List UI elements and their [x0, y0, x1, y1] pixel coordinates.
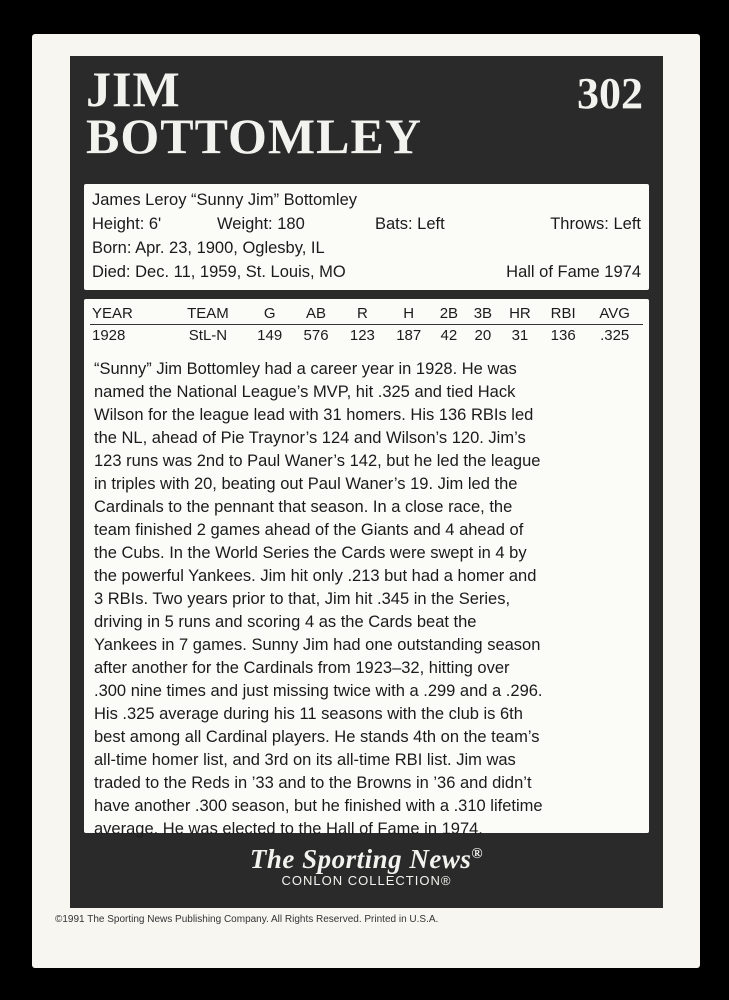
stats-header: AVG: [586, 303, 643, 325]
stats-cell: .325: [600, 327, 630, 344]
stats-cell: 149: [257, 327, 283, 344]
bats: Bats: Left: [375, 215, 445, 233]
story-line: 3 RBIs. Two years prior to that, Jim hit .345 in the Series,: [94, 590, 511, 608]
collection-text: CONLON COLLECTION: [281, 873, 441, 888]
hall-of-fame: Hall of Fame 1974: [506, 263, 641, 281]
story-line: Yankees in 7 games. Sunny Jim had one outstanding season: [94, 636, 541, 654]
publisher-footer: [70, 836, 663, 888]
collection-registered-mark: ®: [440, 873, 452, 888]
stats-header: HR: [500, 303, 540, 325]
bio-panel: [84, 184, 649, 290]
stats-cell: StL-N: [188, 327, 228, 344]
story-line: Wilson for the league lead with 31 homers. His 136 RBIs led: [94, 406, 534, 424]
stats-cell: 123: [349, 327, 375, 344]
stats-header: H: [386, 303, 432, 325]
stats-cell: 20: [474, 327, 492, 344]
career-story: [94, 358, 642, 841]
story-line: after another for the Cardinals from 1923–32, hitting over: [94, 659, 510, 677]
story-line: .300 nine times and just missing twice with a .299 and a .296.: [94, 682, 543, 700]
stats-cell: 576: [303, 327, 329, 344]
story-line: the NL, ahead of Pie Traynor’s 124 and Wilson’s 120. Jim’s: [94, 429, 526, 447]
baseball-card-back: [32, 34, 700, 968]
card-number: 302: [577, 69, 643, 118]
registered-mark: ®: [471, 846, 484, 862]
stats-header: RBI: [540, 303, 586, 325]
stats-cell: 1928: [92, 327, 126, 344]
stats-header: AB: [293, 303, 339, 325]
stats-cell: 42: [440, 327, 458, 344]
weight: Weight: 180: [217, 215, 305, 233]
story-line: named the National League’s MVP, hit .325 and tied Hack: [94, 383, 516, 401]
story-line: “Sunny” Jim Bottomley had a career year in 1928. He was: [94, 360, 517, 378]
player-last-name: BOTTOMLEY: [86, 108, 422, 164]
sporting-news-logo: [70, 844, 663, 875]
stats-cell: 31: [511, 327, 529, 344]
height: Height: 6': [92, 215, 162, 233]
stats-header: TEAM: [169, 303, 246, 325]
stats-table: [90, 303, 643, 346]
story-line: the powerful Yankees. Jim hit only .213 but had a homer and: [94, 567, 537, 585]
story-line: average. He was elected to the Hall of Fame in 1974.: [94, 820, 483, 838]
player-first-name: JIM: [86, 61, 181, 117]
story-line: His .325 average during his 11 seasons with the club is 6th: [94, 705, 523, 723]
stats-header: 3B: [466, 303, 500, 325]
story-line: in triples with 20, beating out Paul Waner’s 19. Jim led the: [94, 475, 518, 493]
stats-row: [90, 325, 643, 347]
throws: Throws: Left: [550, 215, 641, 233]
card-frame: [70, 56, 663, 908]
stats-header-row: [90, 303, 643, 325]
stats-header: 2B: [432, 303, 466, 325]
story-line: team finished 2 games ahead of the Giants and 4 ahead of: [94, 521, 524, 539]
died: Died: Dec. 11, 1959, St. Louis, MO: [92, 263, 346, 281]
story-line: all-time homer list, and 3rd on its all-time RBI list. Jim was: [94, 751, 516, 769]
full-name: James Leroy “Sunny Jim” Bottomley: [92, 191, 358, 209]
stats-and-story-panel: [84, 299, 649, 838]
story-line: best among all Cardinal players. He stands 4th on the team’s: [94, 728, 540, 746]
story-line: Cardinals to the pennant that season. In a close race, the: [94, 498, 513, 516]
story-line: 123 runs was 2nd to Paul Waner’s 142, but he led the league: [94, 452, 541, 470]
story-line: traded to the Reds in ’33 and to the Browns in ’36 and didn’t: [94, 774, 532, 792]
story-line: driving in 5 runs and scoring 4 as the Cards beat the: [94, 613, 477, 631]
stats-header: YEAR: [90, 303, 169, 325]
collection-label: [70, 873, 663, 888]
born: Born: Apr. 23, 1900, Oglesby, IL: [92, 239, 325, 257]
copyright-notice: ©1991 The Sporting News Publishing Company. All Rights Reserved. Printed in U.S.A.: [55, 914, 439, 925]
stats-header: R: [339, 303, 385, 325]
story-line: have another .300 season, but he finished with a .310 lifetime: [94, 797, 543, 815]
stats-header: G: [247, 303, 293, 325]
stats-cell: 136: [550, 327, 576, 344]
story-line: the Cubs. In the World Series the Cards were swept in 4 by: [94, 544, 527, 562]
stats-cell: 187: [396, 327, 422, 344]
player-name: [86, 61, 422, 164]
logo-text: The Sporting News: [249, 844, 472, 874]
